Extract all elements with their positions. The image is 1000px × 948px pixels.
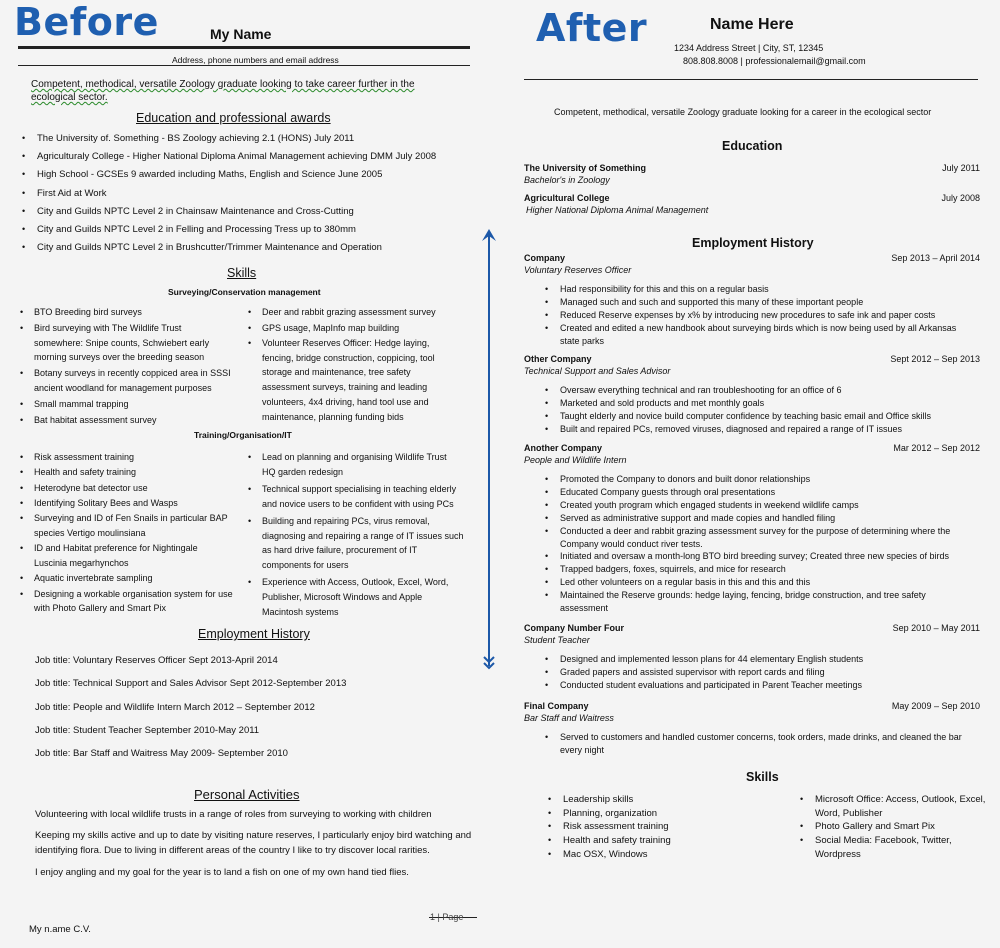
arrow-tail-icon bbox=[482, 656, 496, 670]
before-skill-line: Bird surveying with The Wildlife Trust bbox=[34, 322, 182, 333]
bullet-dot: • bbox=[545, 525, 549, 536]
bullet-dot: • bbox=[548, 794, 552, 804]
after-job-company: Company Number Four bbox=[524, 623, 625, 633]
before-skill-line: somewhere: Snipe counts, Schwiebert early bbox=[34, 337, 210, 348]
after-employment-heading: Employment History bbox=[692, 236, 814, 250]
before-personal-line: Keeping my skills active and up to date by visiting nature reserves, I particularly enjoy bird watching and bbox=[35, 830, 472, 841]
before-footer-page: 1 | Page bbox=[430, 912, 464, 922]
before-skill-line: Aquatic invertebrate sampling bbox=[34, 573, 153, 584]
before-personal-line: Volunteering with local wildlife trusts in a range of roles from surveying to working with children bbox=[35, 809, 432, 820]
bullet-dot: • bbox=[545, 296, 549, 307]
after-job-company: Another Company bbox=[524, 443, 603, 453]
after-address: 1234 Address Street | City, ST, 12345 bbox=[674, 43, 824, 53]
before-skill-line: GPS usage, MapInfo map building bbox=[262, 322, 400, 333]
bullet-dot: • bbox=[800, 794, 804, 804]
bullet-dot: • bbox=[248, 452, 252, 462]
before-education-item: First Aid at Work bbox=[37, 187, 107, 199]
after-skill-left: Planning, organization bbox=[563, 807, 658, 819]
after-job-bullet: Served as administrative support and made copies and handled filing bbox=[560, 512, 836, 523]
before-skill-line: Building and repairing PCs, virus removal, bbox=[262, 515, 430, 526]
after-job-bullet: Built and repaired PCs, removed viruses, diagnosed and repaired a range of IT issues bbox=[560, 423, 903, 434]
before-employment-heading: Employment History bbox=[198, 627, 310, 641]
bullet-dot: • bbox=[22, 242, 26, 253]
after-job-bullet: Graded papers and assisted supervisor with report cards and filing bbox=[560, 666, 825, 677]
before-skill-line: HQ garden redesign bbox=[262, 466, 344, 477]
after-job-bullet: Served to customers and handled customer concerns, took orders, made drinks, and cleaned the bar bbox=[560, 732, 962, 742]
before-skill-line: Risk assessment training bbox=[34, 452, 135, 462]
bullet-dot: • bbox=[548, 821, 552, 832]
after-skills-heading: Skills bbox=[746, 770, 779, 784]
before-skill-line: Health and safety training bbox=[34, 467, 137, 478]
before-personal-line: identifying flora. Due to living in different areas of the country I like to try discover local rarities. bbox=[35, 845, 430, 856]
bullet-dot: • bbox=[20, 573, 24, 584]
bullet-dot: • bbox=[545, 679, 549, 690]
bullet-dot: • bbox=[22, 169, 26, 180]
bullet-dot: • bbox=[545, 577, 549, 588]
after-job-bullet: Conducted student evaluations and participated in Parent Teacher meetings bbox=[560, 679, 863, 690]
after-job-date: Sep 2010 – May 2011 bbox=[892, 623, 980, 633]
after-job-role: Student Teacher bbox=[524, 635, 590, 645]
before-skills-heading: Skills bbox=[227, 266, 257, 280]
after-skill-right: Word, Publisher bbox=[815, 807, 883, 819]
after-skill-left: Health and safety training bbox=[563, 835, 671, 847]
after-job-date: Mar 2012 – Sep 2012 bbox=[893, 443, 980, 453]
before-skill-line: Surveying and ID of Fen Snails in particular BAP bbox=[34, 513, 228, 524]
after-skill-left: Leadership skills bbox=[563, 794, 634, 805]
bullet-dot: • bbox=[545, 666, 549, 677]
after-contact: 808.808.8008 | professionalemail@gmail.com bbox=[683, 56, 866, 66]
before-summary-line-1: Competent, methodical, versatile Zoology graduate looking to take career further in the bbox=[31, 79, 415, 90]
before-personal-heading: Personal Activities bbox=[194, 787, 300, 802]
after-name: Name Here bbox=[710, 16, 794, 33]
after-job-role: Voluntary Reserves Officer bbox=[524, 265, 632, 275]
after-job-bullet: Maintained the Reserve grounds: hedge laying, fencing, bridge construction, and tree safety bbox=[560, 590, 926, 601]
bullet-dot: • bbox=[20, 497, 24, 508]
before-job-line: Job title: People and Wildlife Intern March 2012 – September 2012 bbox=[35, 701, 315, 713]
bullet-dot: • bbox=[20, 452, 24, 462]
bullet-dot: • bbox=[548, 835, 552, 846]
after-job-role: People and Wildlife Intern bbox=[524, 455, 627, 465]
before-skill-line: Experience with Access, Outlook, Excel, Word, bbox=[262, 577, 449, 588]
before-skill-line: Heterodyne bat detector use bbox=[34, 482, 148, 493]
bullet-dot: • bbox=[20, 543, 24, 554]
bullet-dot: • bbox=[545, 499, 549, 510]
bullet-dot: • bbox=[545, 309, 549, 320]
before-skill-line: morning surveys over the breeding season bbox=[34, 352, 205, 363]
after-job-company: Company bbox=[524, 253, 566, 263]
before-skill-line: BTO Breeding bird surveys bbox=[34, 307, 142, 317]
before-skill-line: Identifying Solitary Bees and Wasps bbox=[34, 497, 178, 508]
bullet-dot: • bbox=[545, 322, 549, 333]
bullet-dot: • bbox=[248, 577, 252, 588]
bullet-dot: • bbox=[22, 151, 26, 162]
before-skill-line: species Vertigo moulinsiana bbox=[34, 527, 146, 538]
before-skill-line: Botany surveys in recently coppiced area in SSSI bbox=[34, 368, 231, 379]
after-job-bullet: Taught elderly and novice build computer confidence by teaching basic email and Office skills bbox=[560, 410, 932, 421]
after-skill-right: Photo Gallery and Smart Pix bbox=[815, 821, 935, 833]
bullet-dot: • bbox=[800, 835, 804, 846]
after-education-org: Agricultural College bbox=[524, 193, 610, 203]
after-job-bullet: every night bbox=[560, 744, 605, 755]
after-job-bullet: Educated Company guests through oral presentations bbox=[560, 486, 776, 497]
before-skill-line: ancient woodland for management purposes bbox=[34, 382, 212, 393]
after-label: After bbox=[536, 6, 648, 50]
before-address: Address, phone numbers and email address bbox=[172, 55, 339, 65]
after-job-bullet: Reduced Reserve expenses by x% by introducing new procedures to safe ink and paper costs bbox=[560, 309, 936, 320]
arrow-up-icon bbox=[481, 228, 497, 242]
bullet-dot: • bbox=[248, 483, 252, 494]
bullet-dot: • bbox=[248, 322, 252, 333]
bullet-dot: • bbox=[545, 564, 549, 575]
bullet-dot: • bbox=[20, 482, 24, 493]
after-job-company: Final Company bbox=[524, 701, 589, 711]
bullet-dot: • bbox=[20, 368, 24, 379]
after-education-heading: Education bbox=[722, 139, 783, 153]
before-skill-line: Luscinia megarhynchos bbox=[34, 557, 129, 568]
bullet-dot: • bbox=[548, 807, 552, 818]
before-education-item: City and Guilds NPTC Level 2 in Chainsaw Maintenance and Cross-Cutting bbox=[37, 205, 354, 217]
before-header-rule bbox=[18, 46, 470, 49]
after-job-bullet: Trapped badgers, foxes, squirrels, and mice for research bbox=[560, 564, 786, 575]
bullet-dot: • bbox=[20, 398, 24, 409]
after-job-bullet: Created and edited a new handbook about surveying birds which is now being used by all Arkansas bbox=[560, 322, 957, 333]
before-job-line: Job title: Bar Staff and Waitress May 2009- September 2010 bbox=[35, 748, 288, 760]
bullet-dot: • bbox=[22, 187, 26, 198]
before-skill-line: diagnosing and repairing a range of IT issues such bbox=[262, 530, 464, 541]
before-skill-line: volunteers, 4x4 driving, hand tool use and bbox=[262, 396, 429, 407]
after-education-date: July 2008 bbox=[941, 193, 980, 203]
after-job-bullet: Initiated and oversaw a month-long BTO bird breeding survey; Created three new species of birds bbox=[560, 551, 950, 562]
bullet-dot: • bbox=[545, 410, 549, 421]
before-label: Before bbox=[14, 0, 159, 44]
after-skill-right: Microsoft Office: Access, Outlook, Excel, bbox=[815, 794, 986, 805]
bullet-dot: • bbox=[545, 654, 549, 664]
before-skill-line: and novice users to be confident with using PCs bbox=[262, 498, 454, 509]
bullet-dot: • bbox=[20, 467, 24, 478]
before-skill-line: as hard drive failure, procurement of IT bbox=[262, 545, 418, 556]
before-skills-sub-2: Training/Organisation/IT bbox=[194, 430, 292, 440]
before-skill-line: assessment surveys, training and leading bbox=[262, 382, 428, 393]
after-job-date: Sep 2013 – April 2014 bbox=[891, 253, 980, 263]
after-job-bullet: Created youth program which engaged students in weekend wildlife camps bbox=[560, 499, 859, 510]
before-personal-line: I enjoy angling and my goal for the year is to land a fish on one of my own hand tied flies. bbox=[35, 867, 409, 878]
before-skill-line: Macintosh systems bbox=[262, 606, 339, 617]
bullet-dot: • bbox=[22, 205, 26, 216]
before-skill-line: maintenance, planning funding bids bbox=[262, 411, 404, 422]
after-job-bullet: Conducted a deer and rabbit grazing assessment survey for the purpose of determining where the bbox=[560, 525, 951, 536]
after-job-bullet: Marketed and sold products and met monthly goals bbox=[560, 397, 765, 408]
after-education-degree: Bachelor's in Zoology bbox=[524, 175, 610, 185]
after-job-bullet: Promoted the Company to donors and built donor relationships bbox=[560, 474, 811, 484]
bullet-dot: • bbox=[22, 224, 26, 234]
after-job-role: Technical Support and Sales Advisor bbox=[524, 366, 671, 376]
bullet-dot: • bbox=[20, 513, 24, 524]
after-job-bullet: assessment bbox=[560, 603, 609, 613]
bullet-dot: • bbox=[545, 385, 549, 395]
after-job-bullet: Company would conduct river tests. bbox=[560, 538, 703, 549]
bullet-dot: • bbox=[545, 486, 549, 497]
bullet-dot: • bbox=[548, 848, 552, 859]
before-education-item: Agriculturaly College - Higher National Diploma Animal Management achieving DMM July 2008 bbox=[37, 151, 437, 163]
before-footer-name: My n.ame C.V. bbox=[29, 924, 91, 935]
before-summary-line-2: ecological sector. bbox=[31, 92, 108, 103]
after-education-org: The University of Something bbox=[524, 163, 647, 173]
bullet-dot: • bbox=[248, 515, 252, 526]
before-skill-line: Technical support specialising in teaching elderly bbox=[262, 483, 457, 494]
bullet-dot: • bbox=[22, 133, 26, 143]
bullet-dot: • bbox=[545, 423, 549, 434]
before-job-line: Job title: Student Teacher September 2010-May 2011 bbox=[35, 724, 260, 736]
bullet-dot: • bbox=[545, 284, 549, 294]
after-education-date: July 2011 bbox=[942, 163, 980, 173]
before-education-item: City and Guilds NPTC Level 2 in Felling and Processing Tress up to 380mm bbox=[37, 224, 356, 235]
before-skill-line: Bat habitat assessment survey bbox=[34, 414, 157, 425]
before-skill-line: Designing a workable organisation system for use bbox=[34, 588, 233, 599]
before-skill-line: storage and maintenance, tree safety bbox=[262, 367, 411, 378]
bullet-dot: • bbox=[545, 397, 549, 408]
bullet-dot: • bbox=[800, 821, 804, 832]
before-job-line: Job title: Voluntary Reserves Officer Sept 2013-April 2014 bbox=[35, 655, 278, 666]
bullet-dot: • bbox=[248, 307, 252, 317]
after-summary: Competent, methodical, versatile Zoology graduate looking for a career in the ecological sector bbox=[554, 107, 932, 117]
after-job-bullet: Had responsibility for this and this on a regular basis bbox=[560, 284, 769, 294]
before-education-heading: Education and professional awards bbox=[136, 111, 331, 125]
before-header-rule-2 bbox=[18, 65, 470, 66]
after-job-bullet: state parks bbox=[560, 335, 605, 346]
before-skill-line: Lead on planning and organising Wildlife Trust bbox=[262, 452, 447, 462]
before-skill-line: Volunteer Reserves Officer: Hedge laying, bbox=[262, 338, 430, 348]
before-skill-line: fencing, bridge construction, coppicing, tool bbox=[262, 352, 435, 363]
before-skill-line: components for users bbox=[262, 559, 349, 570]
after-job-date: May 2009 – Sep 2010 bbox=[891, 701, 980, 711]
after-job-bullet: Designed and implemented lesson plans for 44 elementary English students bbox=[560, 654, 864, 664]
before-education-item: The University of. Something - BS Zoology achieving 2.1 (HONS) July 2011 bbox=[37, 133, 355, 144]
bullet-dot: • bbox=[20, 307, 24, 317]
before-skill-line: Deer and rabbit grazing assessment survey bbox=[262, 307, 436, 317]
bullet-dot: • bbox=[545, 551, 549, 562]
before-education-item: High School - GCSEs 9 awarded including Maths, English and Science June 2005 bbox=[37, 169, 383, 181]
bullet-dot: • bbox=[20, 322, 24, 333]
after-skill-left: Risk assessment training bbox=[563, 821, 669, 833]
arrow-line bbox=[488, 236, 490, 666]
after-skill-right: Social Media: Facebook, Twitter, bbox=[815, 835, 952, 847]
after-skill-left: Mac OSX, Windows bbox=[563, 848, 648, 860]
before-skill-line: Publisher, Microsoft Windows and Apple bbox=[262, 591, 423, 602]
bullet-dot: • bbox=[20, 588, 24, 599]
after-job-bullet: Managed such and such and supported this many of these important people bbox=[560, 296, 864, 307]
before-name: My Name bbox=[210, 26, 272, 42]
after-job-bullet: Oversaw everything technical and ran troubleshooting for an office of 6 bbox=[560, 385, 842, 395]
bullet-dot: • bbox=[545, 474, 549, 484]
before-skills-sub-1: Surveying/Conservation management bbox=[168, 287, 321, 297]
after-job-date: Sept 2012 – Sep 2013 bbox=[890, 354, 980, 364]
before-skill-line: ID and Habitat preference for Nightingale bbox=[34, 543, 198, 554]
bullet-dot: • bbox=[20, 414, 24, 425]
before-skill-line: Small mammal trapping bbox=[34, 398, 129, 409]
after-header-rule bbox=[524, 79, 978, 80]
bullet-dot: • bbox=[545, 590, 549, 601]
bullet-dot: • bbox=[545, 512, 549, 523]
before-education-item: City and Guilds NPTC Level 2 in Brushcutter/Trimmer Maintenance and Operation bbox=[37, 242, 382, 254]
after-education-degree: Higher National Diploma Animal Management bbox=[526, 205, 709, 215]
before-job-line: Job title: Technical Support and Sales Advisor Sept 2012-September 2013 bbox=[35, 678, 347, 690]
bullet-dot: • bbox=[545, 732, 549, 742]
after-job-role: Bar Staff and Waitress bbox=[524, 713, 614, 723]
after-job-bullet: Led other volunteers on a regular basis in this and this and this bbox=[560, 577, 811, 588]
bullet-dot: • bbox=[248, 338, 252, 348]
after-skill-right: Wordpress bbox=[815, 848, 861, 860]
before-skill-line: with Photo Gallery and Smart Pix bbox=[34, 603, 167, 614]
after-job-company: Other Company bbox=[524, 354, 592, 364]
